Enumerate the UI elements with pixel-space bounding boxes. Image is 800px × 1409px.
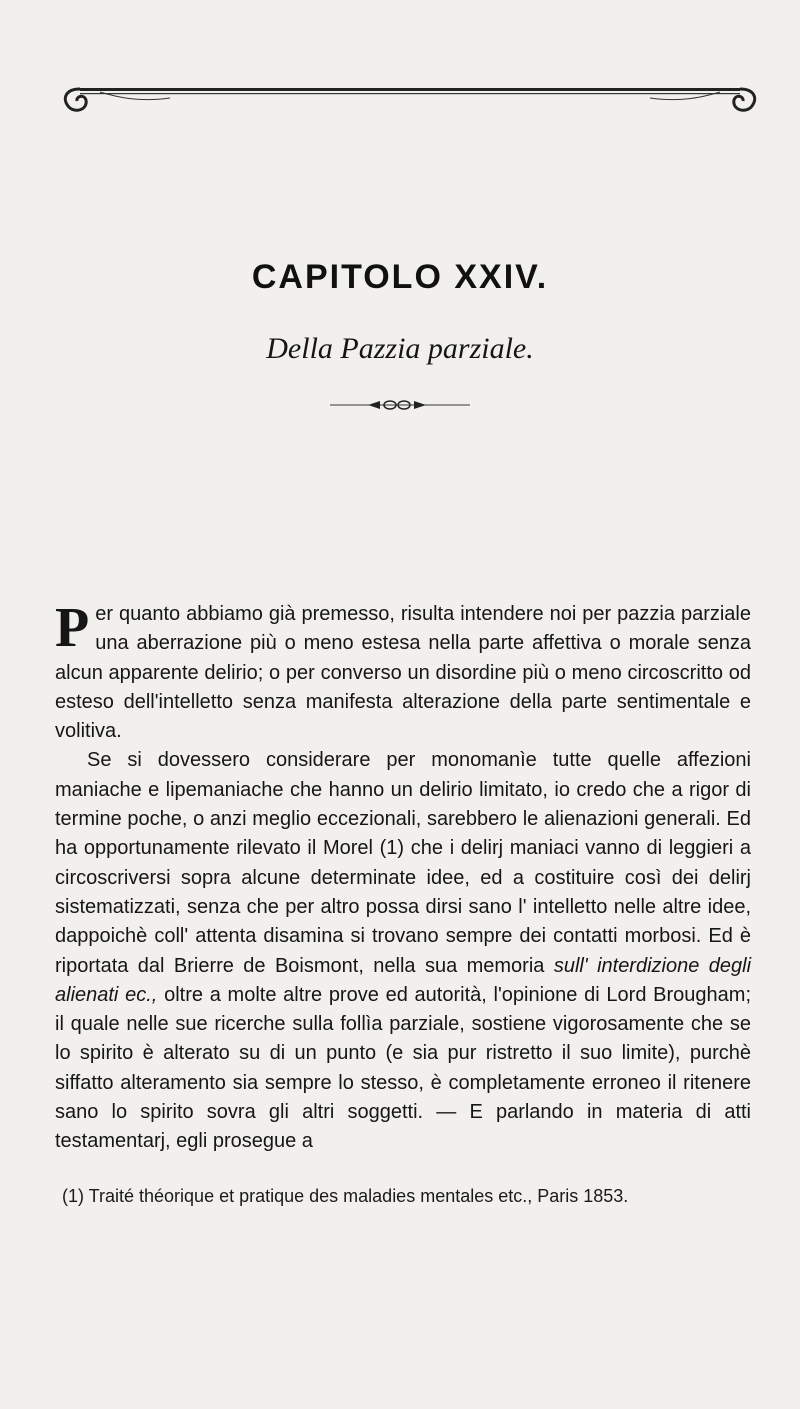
- head-ornament: [60, 84, 760, 124]
- chapter-title: CAPITOLO XXIV.: [251, 258, 549, 296]
- paragraph-1-text: er quanto abbiamo già premesso, risulta intendere noi per pazzia parziale una aberrazione più o meno estesa nella parte affettiva o morale senza alcun apparente delirio; o per converso un disordine più o meno circoscritto od esteso dell'intelletto senza manifesta alterazione della parte sentimentale e volitiva.: [55, 603, 751, 743]
- paragraph-2-text-a: Se si dovessero considerare per monomanìe tutte quelle affezioni maniache e lipemaniache che hanno un delirio limitato, io credo che a rigor di termine poche, o anzi meglio eccezionali, sarebbero le alienazioni generali. Ed ha opportunamente rilevato il Morel (1) che i delirj maniaci vanno di leggieri a circoscriversi sopra alcune determinate idee, ed a costituire così dei delirj sistematizzati, senza che per altro possa dirsi sano l' intelletto nelle altre idee, dappoichè coll' attenta disamina si trovano sempre dei contatti morbosi. Ed è riportata dal Brierre de Boismont, nella sua memoria: [55, 749, 751, 977]
- paragraph-2-italic-title: sull' interdizione degli alienati ec.,: [55, 954, 752, 1006]
- drop-cap: P: [55, 597, 90, 659]
- chapter-body: [55, 597, 752, 1157]
- footnote: (1) Traité théorique et pratique des maladies mentales etc., Paris 1853.: [62, 1186, 629, 1206]
- paragraph-2: [55, 746, 751, 1156]
- paragraph-2-text-b: oltre a molte altre prove ed autorità, l'opinione di Lord Brougham; il quale nelle sue ricerche sulla follìa parziale, sostiene vigorosamente che se lo spirito è alterato su di un punto (e sia pur ristretto il suo limite), purchè siffatto alteramento sia sempre lo stesso, è completamente erroneo il ritenere sano lo spirito sovra gli altri soggetti. — E parlando in materia di atti testamentarj, egli prosegue a: [55, 983, 752, 1153]
- section-divider-ornament: [330, 398, 470, 412]
- paragraph-1: [55, 597, 751, 746]
- chapter-subtitle: Della Pazzia parziale.: [266, 332, 534, 365]
